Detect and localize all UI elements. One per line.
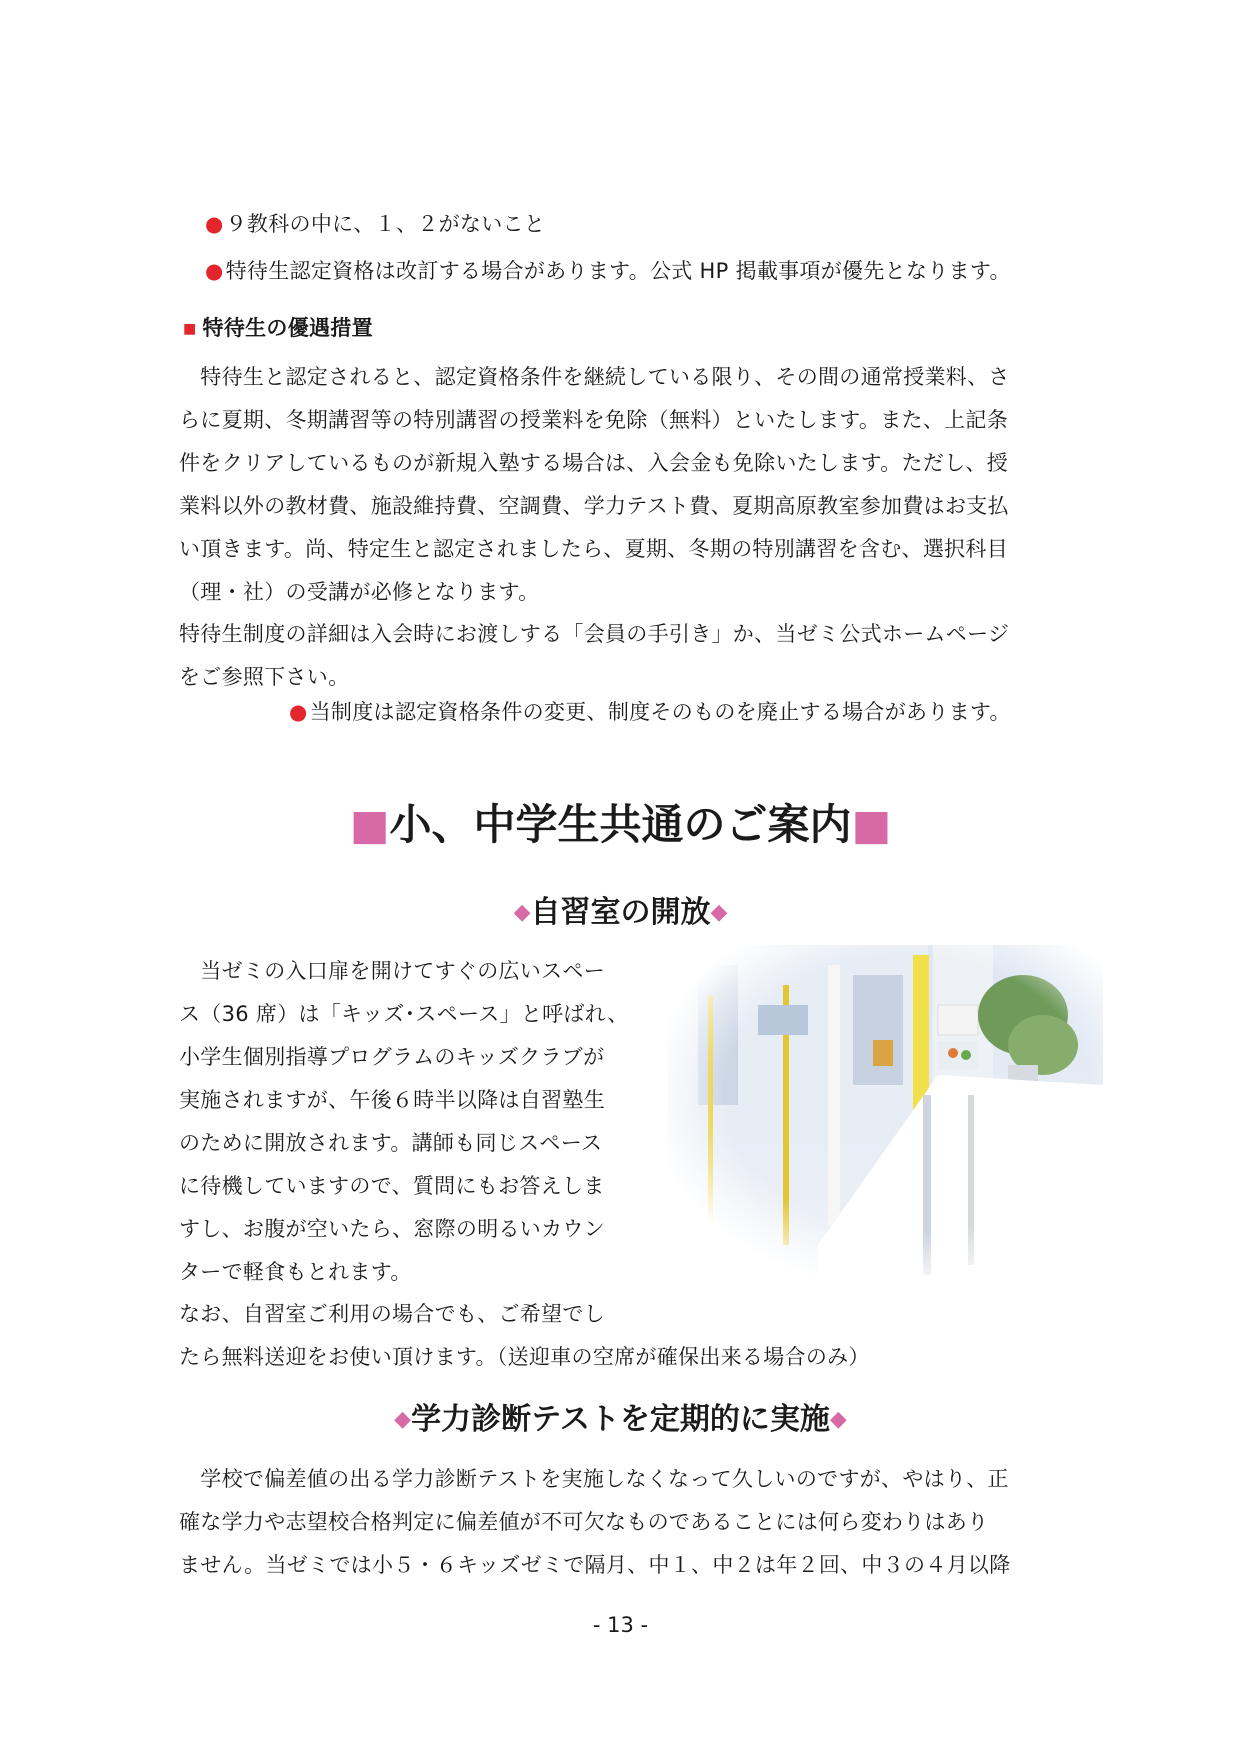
paragraph-line: 特待生制度の詳細は入会時にお渡しする「会員の手引き」か、当ゼミ公式ホームページ xyxy=(179,622,1010,646)
pink-diamond-icon: ◆ xyxy=(829,1407,847,1432)
pink-diamond-icon: ◆ xyxy=(394,1407,412,1432)
paragraph-line: 実施されますが、午後６時半以降は自習塾生 xyxy=(179,1088,605,1112)
paragraph-line: に待機していますので、質問にもお答えしま xyxy=(179,1174,605,1198)
paragraph-line: 件をクリアしているものが新規入塾する場合は、入会金も免除いたします。ただし、授 xyxy=(179,451,1009,475)
section-heading: ◆学力診断テストを定期的に実施◆ xyxy=(394,1402,847,1437)
bullet-dot-icon: ● xyxy=(289,700,308,724)
paragraph-line: をご参照下さい。 xyxy=(179,665,350,689)
paragraph-line: 当ゼミの入口扉を開けてすぐの広いスペー xyxy=(179,959,605,983)
bullet-dot-icon: ● xyxy=(205,259,224,283)
bullet-item: ●９教科の中に、１、２がないこと xyxy=(205,212,546,236)
paragraph-line: ません。当ゼミでは小５・６キッズゼミで隔月、中１、中２は年２回、中３の４月以降 xyxy=(179,1553,1011,1577)
pink-diamond-icon: ◆ xyxy=(513,900,531,925)
paragraph-line: すし、お腹が空いたら、窓際の明るいカウン xyxy=(179,1217,605,1241)
study-room-photo xyxy=(668,945,1103,1275)
pink-square-icon: ■ xyxy=(851,800,892,849)
paragraph-line: のために開放されます。講師も同じスペース xyxy=(179,1131,603,1155)
section-heading: ■ 特待生の優遇措置 xyxy=(183,316,373,340)
page-number: - 13 - xyxy=(592,1613,649,1637)
pink-diamond-icon: ◆ xyxy=(710,900,728,925)
section-heading: ◆自習室の開放◆ xyxy=(513,895,728,930)
paragraph-line: ス（36 席）は「キッズ･スペース」と呼ばれ、 xyxy=(179,1002,629,1026)
paragraph-line: ターで軽食もとれます。 xyxy=(179,1260,412,1284)
red-square-icon: ■ xyxy=(183,321,197,337)
bullet-dot-icon: ● xyxy=(205,212,224,236)
paragraph-line: い頂きます。尚、特定生と認定されましたら、夏期、冬期の特別講習を含む、選択科目 xyxy=(179,537,1009,561)
pink-square-icon: ■ xyxy=(349,800,390,849)
paragraph-line: （理・社）の受講が必修となります。 xyxy=(179,580,540,604)
paragraph-line: 特待生と認定されると、認定資格条件を継続している限り、その間の通常授業料、さ xyxy=(179,365,1010,389)
paragraph-line: 小学生個別指導プログラムのキッズクラブが xyxy=(179,1045,605,1069)
bullet-item: ●特待生認定資格は改訂する場合があります。公式 HP 掲載事項が優先となります。 xyxy=(205,259,1011,283)
paragraph-line: たら無料送迎をお使い頂けます。（送迎車の空席が確保出来る場合のみ） xyxy=(179,1345,870,1369)
paragraph-line: なお、自習室ご利用の場合でも、ご希望でし xyxy=(179,1302,605,1326)
paragraph-line: らに夏期、冬期講習等の特別講習の授業料を免除（無料）といたします。また、上記条 xyxy=(179,408,1009,432)
page-title: ■小、中学生共通のご案内■ xyxy=(349,800,892,849)
paragraph-line: 確な学力や志望校合格判定に偏差値が不可欠なものであることには何ら変わりはあり xyxy=(179,1510,989,1534)
paragraph-line: 学校で偏差値の出る学力診断テストを実施しなくなって久しいのですが、やはり、正 xyxy=(179,1467,1009,1491)
paragraph-line: 業料以外の教材費、施設維持費、空調費、学力テスト費、夏期高原教室参加費はお支払 xyxy=(179,494,1009,518)
note-item: ●当制度は認定資格条件の変更、制度そのものを廃止する場合があります。 xyxy=(289,700,1011,724)
